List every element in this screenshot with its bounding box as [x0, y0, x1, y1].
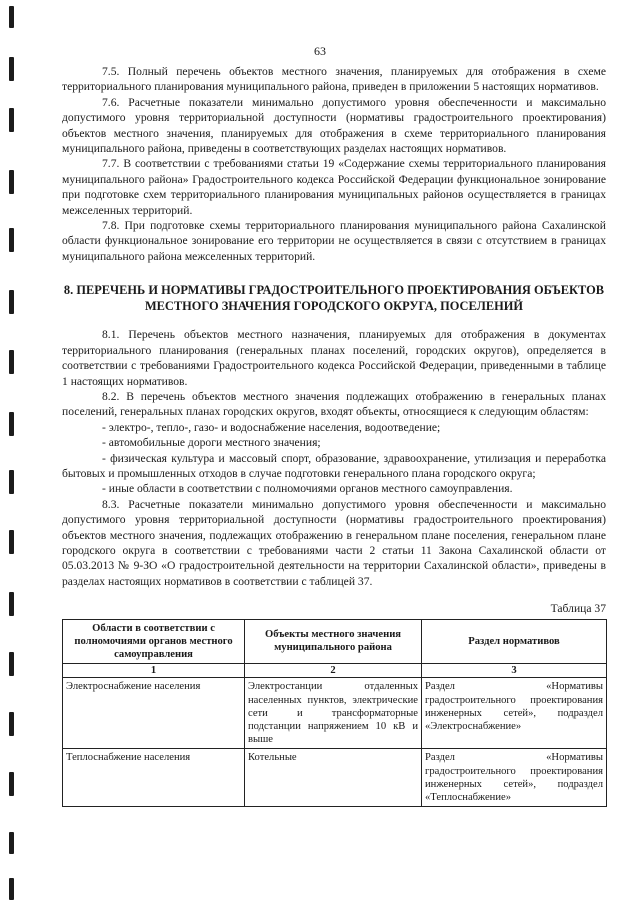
- table-header-cell: Объекты местного значения муниципального района: [245, 619, 422, 664]
- paragraph-8-2: 8.2. В перечень объектов местного значения подлежащих отображению в генеральных планах поселений, генеральных планах городских округов, входят объекты, относящиеся к следующим областям:: [62, 389, 606, 419]
- column-number: 2: [245, 664, 422, 678]
- list-item: - иные области в соответствии с полномочиями органов местного самоуправления.: [102, 482, 513, 496]
- list-item: - автомобильные дороги местного значения;: [102, 436, 321, 450]
- list-item: - физическая культура и массовый спорт, образование, здравоохранение, утилизация и переработка бытовых и промышленных отходов в случае подготовки генерального плана городского округа;: [62, 451, 606, 480]
- paragraph-7-7: 7.7. В соответствии с требованиями статьи 19 «Содержание схемы территориального планирования муниципального района» Градостроительного кодекса Российской Федерации функциональное зонирование при подготовке схем территориального планирования муниципальных районов осуществляется в границах межселенных территорий.: [62, 157, 606, 217]
- table-cell: Теплоснабжение населения: [63, 749, 245, 807]
- table-column-numbers-row: [63, 664, 607, 678]
- table-cell: Раздел «Нормативы градостроительного проектирования инженерных сетей», подраздел «Электроснабжение»: [422, 678, 607, 749]
- table-header-row: [63, 619, 607, 664]
- table-cell: Электроснабжение населения: [63, 678, 245, 749]
- table-cell: Электростанции отдаленных населенных пунктов, электрические сети и трансформаторные подстанции напряжением 10 кВ и выше: [245, 678, 422, 749]
- table-row: [63, 678, 607, 749]
- list-item: - электро-, тепло-, газо- и водоснабжение населения, водоотведение;: [102, 420, 441, 434]
- column-number: 1: [63, 664, 245, 678]
- table-cell: Котельные: [245, 749, 422, 807]
- paragraph-7-5: 7.5. Полный перечень объектов местного значения, планируемых для отображения в схеме территориального планирования муниципального района, приведен в приложении 5 настоящих нормативов.: [62, 65, 606, 94]
- column-number: 3: [422, 664, 607, 678]
- binding-hole-marks: [0, 0, 20, 905]
- paragraph-8-1: 8.1. Перечень объектов местного назначения, планируемых для отображения в документах территориального планирования (генеральных планах поселений, городских округов), определяется в соответствии с требованиями Градостроительного кодекса Российской Федерации, приведенными в таблице 1 настоящих нормативов.: [62, 328, 606, 388]
- table-header-cell: Области в соответствии с полномочиями органов местного самоуправления: [63, 619, 245, 664]
- paragraph-7-6: 7.6. Расчетные показатели минимально допустимого уровня обеспеченности и максимально допустимого уровня территориальной доступности (нормативы градостроительного проектирования) объектов местного значения, планируемых для отображения в схеме территориального планирования муниципального района, приведены в соответствующих разделах настоящих нормативов.: [62, 95, 606, 156]
- objects-table: [62, 619, 607, 808]
- table-caption: Таблица 37: [550, 602, 606, 616]
- section-heading: 8. ПЕРЕЧЕНЬ И НОРМАТИВЫ ГРАДОСТРОИТЕЛЬНОГО ПРОЕКТИРОВАНИЯ ОБЪЕКТОВ МЕСТНОГО ЗНАЧЕНИЯ ГОРОДСКОГО ОКРУГА, ПОСЕЛЕНИЙ: [63, 283, 605, 314]
- document-body: [62, 64, 606, 807]
- page-number: 63: [314, 44, 326, 58]
- table-row: [63, 749, 607, 807]
- paragraph-8-3: 8.3. Расчетные показатели минимально допустимого уровня обеспеченности и максимально допустимого уровня территориальной доступности (нормативы градостроительного проектирования) объектов местного значения, подлежащих отображению в генеральном плане поселения, генеральном плане городского округа в соответствии с требованиями части 2 статьи 11 Закона Сахалинской области от 05.03.2013 № 9-ЗО «О градостроительной деятельности на территории Сахалинской области», приведены в разделах настоящих нормативов в соответствии с таблицей 37.: [62, 497, 606, 588]
- table-header-cell: Раздел нормативов: [422, 619, 607, 664]
- table-cell: Раздел «Нормативы градостроительного проектирования инженерных сетей», подраздел «Теплоснабжение»: [422, 749, 607, 807]
- paragraph-7-8: 7.8. При подготовке схемы территориального планирования муниципального района Сахалинской области функциональное зонирование его территории не осуществляется в связи с отсутствием в границах муниципального района межселенных территорий.: [62, 219, 606, 263]
